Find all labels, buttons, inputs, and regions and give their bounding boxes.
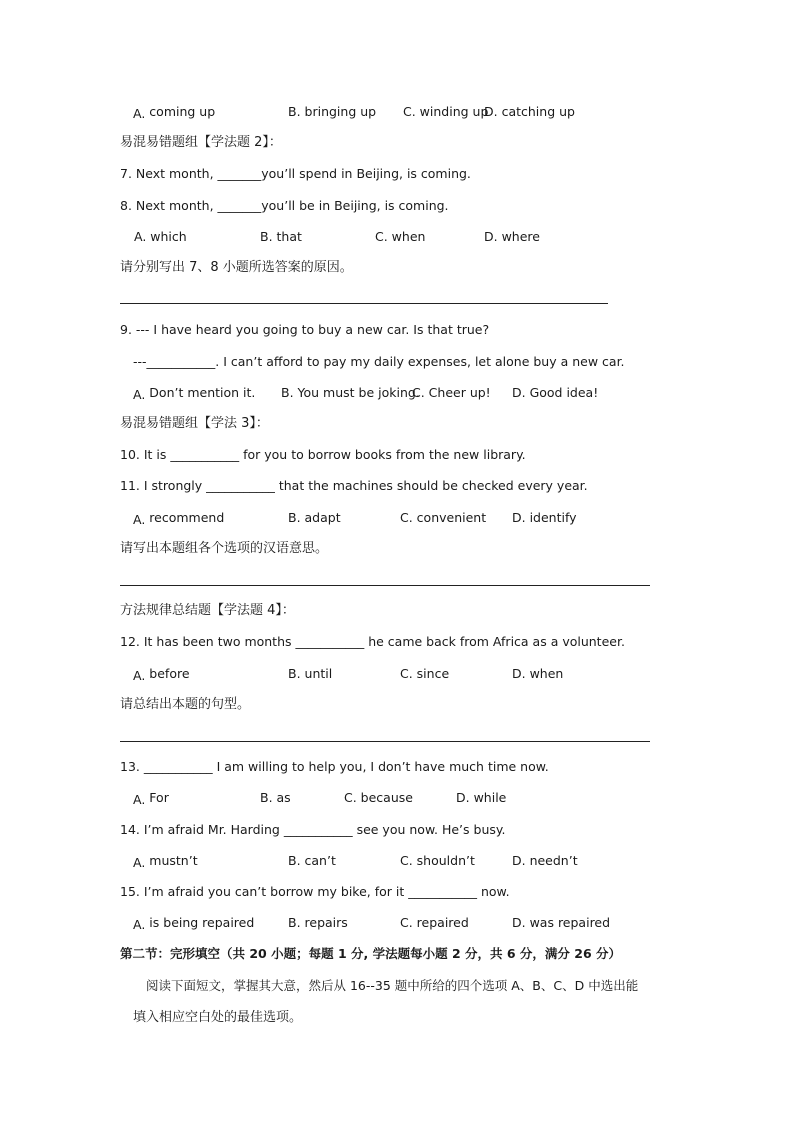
section2-header: 第二节：完形填空（共 20 小题；每题 1 分, 学法题每小题 2 分，共 6 分，满分 26 分） xyxy=(120,946,622,961)
q6-option-d: D. catching up xyxy=(484,104,575,119)
q1011-prompt: 请写出本题组各个选项的汉语意思。 xyxy=(120,541,329,556)
q13-option-c: C. because xyxy=(344,790,413,805)
q6-option-b: B. bringing up xyxy=(288,104,377,119)
q12-prompt: 请总结出本题的句型。 xyxy=(120,697,251,712)
answer-line-1 xyxy=(120,303,608,304)
section2-instructions-line2: 填入相应空白处的最佳选项。 xyxy=(133,1010,303,1025)
q14-option-b: B. can’t xyxy=(288,853,336,868)
answer-line-2 xyxy=(120,585,650,586)
q13-option-d: D. while xyxy=(456,790,507,805)
q78-option-a: A. which xyxy=(134,229,187,244)
question-8: 8. Next month, _______you’ll be in Beijing, is coming. xyxy=(120,198,449,213)
q14-option-c: C. shouldn’t xyxy=(400,853,475,868)
question-10: 10. It is ___________ for you to borrow books from the new library. xyxy=(120,447,526,462)
q9-option-d: D. Good idea! xyxy=(512,385,599,400)
question-14: 14. I’m afraid Mr. Harding ___________ see you now. He’s busy. xyxy=(120,822,506,837)
q6-option-c: C. winding up xyxy=(403,104,489,119)
q9-option-c: C. Cheer up! xyxy=(412,385,491,400)
q12-option-c: C. since xyxy=(400,666,450,681)
q15-option-a: A. is being repaired xyxy=(133,915,255,932)
q78-option-b: B. that xyxy=(260,229,302,244)
q15-option-c: C. repaired xyxy=(400,915,469,930)
q12-option-a: A. before xyxy=(133,666,190,683)
q1011-option-c: C. convenient xyxy=(400,510,487,525)
question-9-reply: ---___________. I can’t afford to pay my daily expenses, let alone buy a new car. xyxy=(133,354,625,369)
q13-option-b: B. as xyxy=(260,790,291,805)
question-7: 7. Next month, _______you’ll spend in Beijing, is coming. xyxy=(120,166,471,181)
q1011-option-d: D. identify xyxy=(512,510,577,525)
q9-option-b: B. You must be joking. xyxy=(281,385,420,400)
q78-option-d: D. where xyxy=(484,229,540,244)
q78-option-c: C. when xyxy=(375,229,426,244)
group2-header: 易混易错题组【学法题 2】： xyxy=(120,135,282,150)
q9-option-a: A. Don’t mention it. xyxy=(133,385,256,402)
section2-instructions-line1: 阅读下面短文，掌握其大意，然后从 16--35 题中所给的四个选项 A、B、C、D 中选出能 xyxy=(146,978,639,993)
q12-option-b: B. until xyxy=(288,666,333,681)
q6-option-a: A. coming up xyxy=(133,104,216,121)
question-12: 12. It has been two months ___________ he came back from Africa as a volunteer. xyxy=(120,634,625,649)
question-11: 11. I strongly ___________ that the machines should be checked every year. xyxy=(120,478,588,493)
q1011-option-a: A. recommend xyxy=(133,510,225,527)
q78-prompt: 请分别写出 7、8 小题所选答案的原因。 xyxy=(120,260,353,275)
q14-option-d: D. needn’t xyxy=(512,853,578,868)
group4-header: 方法规律总结题【学法题 4】： xyxy=(120,603,295,618)
q14-option-a: A. mustn’t xyxy=(133,853,198,870)
q12-option-d: D. when xyxy=(512,666,564,681)
question-13: 13. ___________ I am willing to help you, I don’t have much time now. xyxy=(120,759,549,774)
answer-line-3 xyxy=(120,741,650,742)
q15-option-d: D. was repaired xyxy=(512,915,611,930)
q15-option-b: B. repairs xyxy=(288,915,348,930)
question-9: 9. --- I have heard you going to buy a new car. Is that true? xyxy=(120,322,490,337)
question-15: 15. I’m afraid you can’t borrow my bike, for it ___________ now. xyxy=(120,884,510,899)
group3-header: 易混易错题组【学法 3】： xyxy=(120,416,269,431)
q13-option-a: A. For xyxy=(133,790,169,807)
q1011-option-b: B. adapt xyxy=(288,510,341,525)
